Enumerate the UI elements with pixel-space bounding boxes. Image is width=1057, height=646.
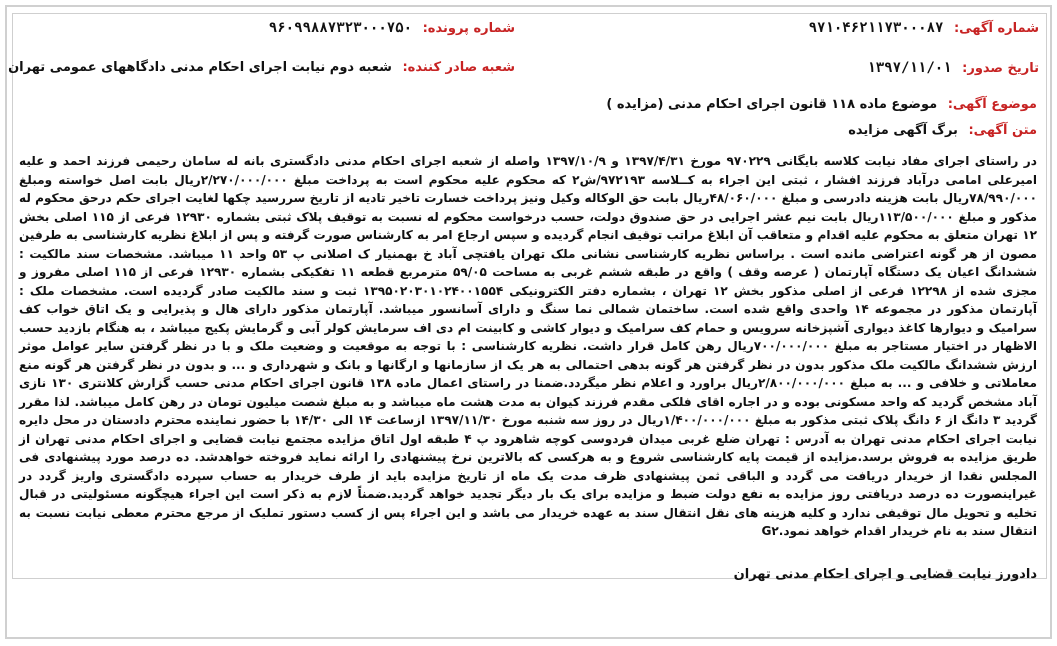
notice-number-value: ۹۷۱۰۴۶۲۱۱۷۳۰۰۰۸۷ <box>808 20 944 36</box>
issue-date-label: تاریخ صدور: <box>962 61 1039 76</box>
case-number-label: شماره پرونده: <box>422 21 515 36</box>
issuer-branch-label: شعبه صادر کننده: <box>402 60 515 75</box>
issue-date <box>867 60 1039 77</box>
notice-text-label: متن آگهی: <box>968 123 1037 138</box>
case-number <box>269 20 515 37</box>
case-number-value: ۹۶۰۹۹۸۸۷۳۲۳۰۰۰۷۵۰ <box>268 20 413 36</box>
notice-number-label: شماره آگهی: <box>953 21 1039 36</box>
issue-date-value: ۱۳۹۷/۱۱/۰۱ <box>867 60 952 76</box>
notice-text-value: برگ آگهی مزایده <box>848 123 958 138</box>
notice-subject <box>606 97 1037 113</box>
notice-body: در راستای اجرای مفاد نیابت کلاسه بایگانی ۹۷۰۲۲۹ مورخ ۱۳۹۷/۴/۳۱ و ۱۳۹۷/۱۰/۹ واصله از شعبه اجرای احکام مدنی دادگستری بانه له سامان رحیمی فرزند احمد و علیه امیرعلی امامی درآباد فرزند افشار ، ثبتی این اجراء به کــلاسه ۹۷۲۱۹۳/ش۲ که محکوم علیه محکوم است به پرداخت مبلغ ۲/۲۷۰/۰۰۰/۰۰۰ریال بابت اصل خواسته ومبلغ ۷۸/۹۹۰/۰۰۰ریال بابت هزینه دادرسی و مبلغ ۴۸/۰۶۰/۰۰۰ریال بابت حق الوکاله وکیل ونیز پرداخت خسارت تاخیر تادیه از تاریخ سررسید چکها لغایت اجرای حکم درحق محکوم له مذکور و مبلغ ۱۱۳/۵۰۰/۰۰۰ریال بابت نیم عشر اجرایی در حق صندوق دولت، حسب درخواست محکوم له نسبت به توقیف پلاک ثبتی بشماره ۱۲۹۳۰ فرعی از ۱۱۵ اصلی بخش ۱۲ تهران متعلق به محکوم علیه اقدام و متعاقب آن ابلاغ مراتب توقیف انجام گردیده و سپس ارجاع امر به کارشناس صورت گرفته و پس از ابلاغ نظریه کارشناسی به طرفین مصون از هر گونه اعتراضی مانده است . براساس نظریه کارشناسی نشانی ملک تهران یافتچی آباد خ بهمنیار ک اصلانی پ ۵۳ واحد ۱۱ میباشد. مشخصات سند مالکیت : ششدانگ اعیان یک دستگاه آپارتمان ( عرصه وقف ) واقع در طبقه ششم غربی به مساحت ۵۹/۰۵ مترمربع قطعه ۱۱ تفکیکی بشماره ۱۲۹۳۰ فرعی از ۱۱۵ اصلی مفروز و مجزی شده از ۱۲۲۹۸ فرعی از اصلی مذکور بخش ۱۲ تهران ، بشماره دفتر الکترونیکی ۱۳۹۵۰۲۰۳۰۱۰۲۴۰۰۱۵۵۴ ثبت و سند مالکیت صادر گردیده است. مشخصات ملک : آپارتمان مذکور در مجموعه ۱۴ واحدی واقع شده است. ساختمان شمالی نما سنگ و دارای آسانسور میباشد. آپارتمان مذکور دارای هال و پذیرایی و یک اتاق خواب کف سرامیک و دیوارها کاغذ دیواری آشپزخانه سرویس و حمام کف سرامیک و دیوار کاشی و کابینت ام دی اف سرمایش کولر آبی و گرمایش پکیج میباشد ، به هنگام بازدید حسب الاظهار در اختیار مستاجر به مبلغ ۷۰۰/۰۰۰/۰۰۰ریال رهن کامل قرار داشت. نظریه کارشناسی : با توجه به موقعیت و وضعیت ملک و با در نظر گرفتن سایر عوامل موثر ارزش ششدانگ مالکیت ملک مذکور بدون در نظر گرفتن هر گونه بدهی احتمالی به هر یک از سازمانها و ارگانها و بانک و شهرداری و ... و بدون در نظر گرفتن هر گونه منع معاملاتی و خلافی و ... به مبلغ ۲/۸۰۰/۰۰۰/۰۰۰ریال براورد و اعلام نظر میگردد.ضمنا در راستای اعمال ماده ۱۳۸ قانون اجرای احکام مدنی حسب گزارش کلانتری ۱۳۰ نازی آباد مشخص گردید که واحد مسکونی بوده و در اجاره اقای فلکی مقدم فرزند کیوان به مدت هشت ماه میباشد و به مبلغ شصت میلیون تومان در رهن کامل میباشد. لذا مقرر گردید ۳ دانگ از ۶ دانگ پلاک ثبتی مذکور به مبلغ ۱/۴۰۰/۰۰۰/۰۰۰ریال در روز سه شنبه مورخ ۱۳۹۷/۱۱/۳۰ ازساعت ۱۴ الی ۱۴/۳۰ با حضور نماینده محترم دادستان در محل دایره نیابت اجرای احکام مدنی تهران به آدرس : تهران ضلع غربی میدان فردوسی کوچه شاهرود پ ۴ طبقه اول اتاق مزایده مجتمع نیابت قضایی و اجرای احکام مدنی تهران از طریق مزایده به فروش برسد.مزایده از قیمت پایه کارشناسی شروع و به هرکسی که بالاترین نرخ پیشنهادی را ارائه نماید فروخته خواهدشد. ده درصد مورد پیشنهادی فی المجلس نقدا از خریدار دریافت می گردد و الباقی ثمن پیشنهادی ظرف مدت یک ماه از تاریخ مزایده باید از طرف خریدار به حساب سپرده دادگستری واریز گردد در غیراینصورت ده درصد دریافتی روز مزایده به نفع دولت ضبط و مزایده برای یک بار دیگر تجدید خواهد گردید.ضمناً لازم به ذکر است این اجراء هیچگونه مسئولیتی در قبال تخلیه و تحویل مال توقیفی ندارد و کلیه هزینه های نقل انتقال سند به عهده خریدار می باشد و این اجراء پس از کسب دستور تملیک از مرجع محترم معطی نیابت نسبت به انتقال سند به نام خریدار اقدام خواهد نمود.G۲ <box>19 154 1038 538</box>
notice-subject-value: موضوع ماده ۱۱۸ قانون اجرای احکام مدنی (مزایده ) <box>606 97 938 112</box>
issuer-branch <box>8 60 515 76</box>
issuer-branch-value: شعبه دوم نیابت اجرای احکام مدنی دادگاههای عمومی تهران <box>8 60 392 75</box>
notice-subject-label: موضوع آگهی: <box>947 97 1037 112</box>
notice-text-heading <box>848 123 1037 139</box>
notice-number <box>809 20 1039 37</box>
notice-footer: دادورز نیابت قضایی و اجرای احکام مدنی تهران <box>733 567 1037 582</box>
